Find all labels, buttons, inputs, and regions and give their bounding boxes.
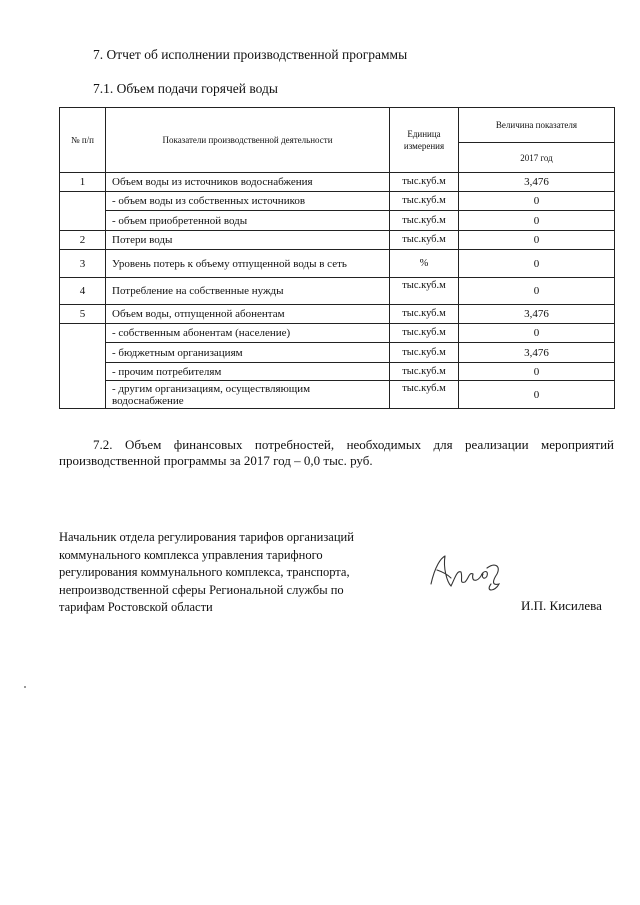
row-value: 0 <box>459 211 615 231</box>
row-num <box>60 324 106 409</box>
financial-needs-paragraph <box>59 437 614 469</box>
row-unit: тыс.куб.м <box>390 231 459 250</box>
row-name: Потребление на собственные нужды <box>106 278 390 305</box>
row-unit: тыс.куб.м <box>390 278 459 305</box>
row-name: - другим организациям, осуществляющим водоснабжение <box>106 381 390 409</box>
section-heading: 7. Отчет об исполнении производственной программы <box>93 47 408 62</box>
row-unit: тыс.куб.м <box>390 211 459 231</box>
row-num: 2 <box>60 231 106 250</box>
indicators-table <box>59 107 615 409</box>
table-row <box>60 211 615 231</box>
row-unit: тыс.куб.м <box>390 305 459 324</box>
row-name: - объем приобретенной воды <box>106 211 390 231</box>
row-value: 0 <box>459 278 615 305</box>
table-row <box>60 231 615 250</box>
header-year: 2017 год <box>459 143 615 173</box>
table-row <box>60 173 615 192</box>
row-num: 1 <box>60 173 106 192</box>
row-name: Объем воды из источников водоснабжения <box>106 173 390 192</box>
table-row <box>60 278 615 305</box>
row-value: 0 <box>459 324 615 343</box>
row-name: - объем воды из собственных источников <box>106 192 390 211</box>
row-value: 0 <box>459 192 615 211</box>
row-unit: тыс.куб.м <box>390 324 459 343</box>
row-num <box>60 192 106 231</box>
row-value: 3,476 <box>459 343 615 363</box>
table-row <box>60 305 615 324</box>
table-row <box>60 381 615 409</box>
row-unit: % <box>390 250 459 278</box>
row-name: - собственным абонентам (население) <box>106 324 390 343</box>
row-value: 0 <box>459 381 615 409</box>
table-row <box>60 250 615 278</box>
table-row <box>60 343 615 363</box>
row-value: 0 <box>459 363 615 381</box>
header-num: № п/п <box>60 108 106 173</box>
row-num: 5 <box>60 305 106 324</box>
row-name: Уровень потерь к объему отпущенной воды в сеть <box>106 250 390 278</box>
table-row <box>60 363 615 381</box>
signer-position: Начальник отдела регулирования тарифов организаций коммунального комплекса управления тарифного регулирования коммунального комплекса, транспорта, непроизводственной сферы Региональной службы по тарифам Ростовской области <box>59 530 354 614</box>
paragraph-text: 7.2. Объем финансовых потребностей, необходимых для реализации мероприятий производственной программы за 2017 год – 0,0 тыс. руб. <box>59 437 614 468</box>
row-value: 0 <box>459 231 615 250</box>
header-indicator: Показатели производственной деятельности <box>106 108 390 173</box>
row-name: - прочим потребителям <box>106 363 390 381</box>
row-value: 3,476 <box>459 173 615 192</box>
row-unit: тыс.куб.м <box>390 381 459 409</box>
scan-speck <box>24 686 26 688</box>
row-unit: тыс.куб.м <box>390 363 459 381</box>
row-name: Объем воды, отпущенной абонентам <box>106 305 390 324</box>
row-value: 0 <box>459 250 615 278</box>
row-value: 3,476 <box>459 305 615 324</box>
row-unit: тыс.куб.м <box>390 343 459 363</box>
row-name: Потери воды <box>106 231 390 250</box>
row-unit: тыс.куб.м <box>390 173 459 192</box>
row-num: 3 <box>60 250 106 278</box>
header-value-group: Величина показателя <box>459 108 615 143</box>
row-unit: тыс.куб.м <box>390 192 459 211</box>
header-unit: Единица измерения <box>390 108 459 173</box>
signer-name: И.П. Кисилева <box>521 598 602 613</box>
subsection-heading: 7.1. Объем подачи горячей воды <box>93 81 278 96</box>
table-row <box>60 192 615 211</box>
row-name: - бюджетным организациям <box>106 343 390 363</box>
row-num: 4 <box>60 278 106 305</box>
table-row <box>60 324 615 343</box>
handwritten-signature <box>425 548 515 603</box>
